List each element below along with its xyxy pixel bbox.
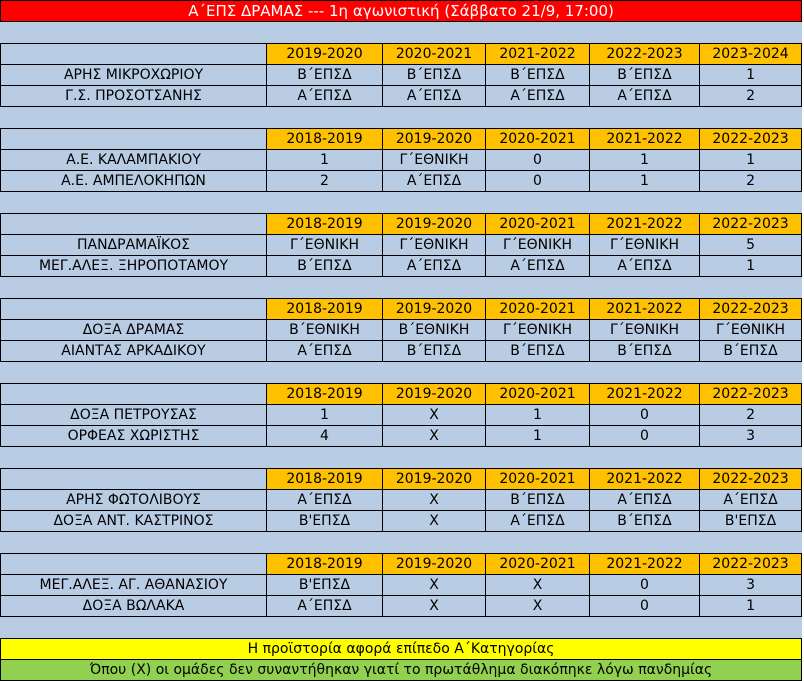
spacer-cell xyxy=(1,277,802,299)
season-header-cell: 2020-2021 xyxy=(383,44,486,65)
season-value: Β΄ΕΠΣΔ xyxy=(383,65,486,86)
season-value: 0 xyxy=(590,575,700,596)
season-header-cell: 2020-2021 xyxy=(486,299,590,320)
season-value: 2 xyxy=(700,86,802,107)
season-value: 0 xyxy=(590,426,700,447)
season-value: Α΄ΕΠΣΔ xyxy=(383,256,486,277)
spacer-row xyxy=(1,617,802,639)
season-value: 2 xyxy=(700,405,802,426)
season-value: Β΄ΕΠΣΔ xyxy=(700,341,802,362)
season-header-cell: 2021-2022 xyxy=(590,384,700,405)
team-row xyxy=(1,86,802,107)
team-row xyxy=(1,65,802,86)
season-header-row xyxy=(1,299,802,320)
header-blank-cell xyxy=(1,129,267,150)
season-value: 1 xyxy=(267,150,383,171)
season-value: 1 xyxy=(486,426,590,447)
header-blank-cell xyxy=(1,44,267,65)
season-value: Β΄ΕΠΣΔ xyxy=(486,490,590,511)
season-header-row xyxy=(1,384,802,405)
season-value: Α΄ΕΠΣΔ xyxy=(267,596,383,617)
season-value: 1 xyxy=(700,150,802,171)
season-header-row xyxy=(1,129,802,150)
season-value: 5 xyxy=(700,235,802,256)
season-header-cell: 2022-2023 xyxy=(700,299,802,320)
spacer-cell xyxy=(1,447,802,469)
season-value: Α΄ΕΠΣΔ xyxy=(486,511,590,532)
season-value: Χ xyxy=(383,426,486,447)
spacer-cell xyxy=(1,192,802,214)
season-value: Γ΄ΕΘΝΙΚΗ xyxy=(700,320,802,341)
team-row xyxy=(1,511,802,532)
season-header-cell: 2022-2023 xyxy=(700,469,802,490)
season-value: Χ xyxy=(383,490,486,511)
team-name: ΔΟΞΑ ΔΡΑΜΑΣ xyxy=(1,320,267,341)
team-row xyxy=(1,256,802,277)
season-value: Γ΄ΕΘΝΙΚΗ xyxy=(383,150,486,171)
season-value: Α΄ΕΠΣΔ xyxy=(486,86,590,107)
season-header-cell: 2020-2021 xyxy=(486,214,590,235)
season-header-cell: 2022-2023 xyxy=(590,44,700,65)
spacer-cell xyxy=(1,617,802,639)
season-value: Γ΄ΕΘΝΙΚΗ xyxy=(590,320,700,341)
season-value: Β'ΕΠΣΔ xyxy=(700,511,802,532)
season-value: Χ xyxy=(383,405,486,426)
season-header-cell: 2021-2022 xyxy=(486,44,590,65)
season-value: Γ΄ΕΘΝΙΚΗ xyxy=(267,235,383,256)
team-name: Γ.Σ. ΠΡΟΣΟΤΣΑΝΗΣ xyxy=(1,86,267,107)
season-value: Γ΄ΕΘΝΙΚΗ xyxy=(590,235,700,256)
history-table-body xyxy=(1,1,802,681)
season-header-cell: 2019-2020 xyxy=(383,384,486,405)
season-header-cell: 2021-2022 xyxy=(590,129,700,150)
season-value: Χ xyxy=(383,596,486,617)
season-header-cell: 2021-2022 xyxy=(590,554,700,575)
team-name: ΔΟΞΑ ΒΩΛΑΚΑ xyxy=(1,596,267,617)
season-header-cell: 2019-2020 xyxy=(383,214,486,235)
season-header-cell: 2020-2021 xyxy=(486,469,590,490)
spacer-cell xyxy=(1,532,802,554)
spacer-cell xyxy=(1,107,802,129)
season-value: 3 xyxy=(700,426,802,447)
season-header-cell: 2018-2019 xyxy=(267,469,383,490)
team-row xyxy=(1,235,802,256)
team-row xyxy=(1,341,802,362)
season-value: Β΄ΕΠΣΔ xyxy=(590,511,700,532)
spacer-row xyxy=(1,532,802,554)
spacer-row xyxy=(1,447,802,469)
team-name: ΟΡΦΕΑΣ ΧΩΡΙΣΤΗΣ xyxy=(1,426,267,447)
season-header-cell: 2020-2021 xyxy=(486,384,590,405)
spacer-row xyxy=(1,22,802,44)
header-blank-cell xyxy=(1,384,267,405)
season-value: Β'ΕΠΣΔ xyxy=(267,575,383,596)
season-value: Α΄ΕΠΣΔ xyxy=(383,171,486,192)
season-value: Β΄ΕΠΣΔ xyxy=(267,65,383,86)
team-row xyxy=(1,171,802,192)
team-row xyxy=(1,405,802,426)
team-row xyxy=(1,426,802,447)
spacer-cell xyxy=(1,22,802,44)
header-blank-cell xyxy=(1,554,267,575)
season-value: 1 xyxy=(700,596,802,617)
season-header-cell: 2022-2023 xyxy=(700,214,802,235)
team-row xyxy=(1,490,802,511)
season-value: 0 xyxy=(590,405,700,426)
header-blank-cell xyxy=(1,469,267,490)
season-value: Α΄ΕΠΣΔ xyxy=(267,490,383,511)
team-name: ΔΟΞΑ ΠΕΤΡΟΥΣΑΣ xyxy=(1,405,267,426)
season-header-row xyxy=(1,214,802,235)
season-value: Α΄ΕΠΣΔ xyxy=(590,86,700,107)
season-value: Γ΄ΕΘΝΙΚΗ xyxy=(383,235,486,256)
spacer-row xyxy=(1,192,802,214)
team-name: ΔΟΞΑ ΑΝΤ. ΚΑΣΤΡΙΝΟΣ xyxy=(1,511,267,532)
season-value: 1 xyxy=(590,171,700,192)
note-row xyxy=(1,639,802,660)
season-header-cell: 2022-2023 xyxy=(700,384,802,405)
spacer-row xyxy=(1,362,802,384)
season-header-cell: 2021-2022 xyxy=(590,299,700,320)
season-value: Α΄ΕΠΣΔ xyxy=(590,256,700,277)
note-row xyxy=(1,660,802,681)
season-value: 1 xyxy=(700,65,802,86)
season-value: Γ΄ΕΘΝΙΚΗ xyxy=(486,235,590,256)
season-value: Χ xyxy=(383,575,486,596)
team-name: ΑΡΗΣ ΜΙΚΡΟΧΩΡΙΟΥ xyxy=(1,65,267,86)
team-row xyxy=(1,320,802,341)
team-name: ΜΕΓ.ΑΛΕΞ. ΑΓ. ΑΘΑΝΑΣΙΟΥ xyxy=(1,575,267,596)
season-header-cell: 2018-2019 xyxy=(267,554,383,575)
season-header-cell: 2019-2020 xyxy=(383,299,486,320)
season-header-cell: 2019-2020 xyxy=(383,469,486,490)
team-name: Α.Ε. ΑΜΠΕΛΟΚΗΠΩΝ xyxy=(1,171,267,192)
season-header-row xyxy=(1,469,802,490)
season-value: 0 xyxy=(486,171,590,192)
season-header-cell: 2019-2020 xyxy=(267,44,383,65)
season-value: 3 xyxy=(700,575,802,596)
season-value: 1 xyxy=(700,256,802,277)
season-value: 0 xyxy=(486,150,590,171)
season-header-cell: 2018-2019 xyxy=(267,299,383,320)
season-header-row xyxy=(1,554,802,575)
season-value: Α΄ΕΠΣΔ xyxy=(267,341,383,362)
header-blank-cell xyxy=(1,299,267,320)
season-header-cell: 2023-2024 xyxy=(700,44,802,65)
season-value: Β'ΕΠΣΔ xyxy=(267,511,383,532)
team-row xyxy=(1,150,802,171)
season-value: Β΄ΕΠΣΔ xyxy=(267,256,383,277)
team-row xyxy=(1,596,802,617)
team-name: Α.Ε. ΚΑΛΑΜΠΑΚΙΟΥ xyxy=(1,150,267,171)
season-value: Β΄ΕΠΣΔ xyxy=(590,341,700,362)
title-row xyxy=(1,1,802,22)
season-header-cell: 2021-2022 xyxy=(590,214,700,235)
season-header-cell: 2020-2021 xyxy=(486,554,590,575)
page-title: Α΄ΕΠΣ ΔΡΑΜΑΣ --- 1η αγωνιστική (Σάββατο 21/9, 17:00) xyxy=(1,1,802,22)
season-header-cell: 2018-2019 xyxy=(267,384,383,405)
season-header-cell: 2020-2021 xyxy=(486,129,590,150)
season-value: Α΄ΕΠΣΔ xyxy=(700,490,802,511)
season-value: 2 xyxy=(267,171,383,192)
season-header-cell: 2018-2019 xyxy=(267,214,383,235)
spacer-cell xyxy=(1,362,802,384)
season-value: Β΄ΕΘΝΙΚΗ xyxy=(383,320,486,341)
season-header-cell: 2018-2019 xyxy=(267,129,383,150)
team-row xyxy=(1,575,802,596)
team-name: ΑΡΗΣ ΦΩΤΟΛΙΒΟΥΣ xyxy=(1,490,267,511)
season-value: 2 xyxy=(700,171,802,192)
spacer-row xyxy=(1,107,802,129)
season-value: 1 xyxy=(267,405,383,426)
season-value: Α΄ΕΠΣΔ xyxy=(486,256,590,277)
season-value: 4 xyxy=(267,426,383,447)
spacer-row xyxy=(1,277,802,299)
season-value: 1 xyxy=(486,405,590,426)
history-note: Η προϊστορία αφορά επίπεδο Α΄Κατηγορίας xyxy=(1,639,802,660)
season-header-cell: 2019-2020 xyxy=(383,554,486,575)
season-header-cell: 2021-2022 xyxy=(590,469,700,490)
season-value: Χ xyxy=(383,511,486,532)
season-value: 0 xyxy=(590,596,700,617)
season-header-row xyxy=(1,44,802,65)
season-value: Β΄ΕΠΣΔ xyxy=(590,65,700,86)
season-value: Α΄ΕΠΣΔ xyxy=(267,86,383,107)
season-header-cell: 2019-2020 xyxy=(383,129,486,150)
season-value: Β΄ΕΘΝΙΚΗ xyxy=(267,320,383,341)
season-value: Γ΄ΕΘΝΙΚΗ xyxy=(486,320,590,341)
season-value: Β΄ΕΠΣΔ xyxy=(383,341,486,362)
season-value: Α΄ΕΠΣΔ xyxy=(590,490,700,511)
season-value: Χ xyxy=(486,596,590,617)
season-value: Β΄ΕΠΣΔ xyxy=(486,65,590,86)
team-name: ΜΕΓ.ΑΛΕΞ. ΞΗΡΟΠΟΤΑΜΟΥ xyxy=(1,256,267,277)
covid-note: Όπου (Χ) οι ομάδες δεν συναντήθηκαν γιατί το πρωτάθλημα διακόπηκε λόγω πανδημίας xyxy=(1,660,802,681)
season-value: 1 xyxy=(590,150,700,171)
team-name: ΑΙΑΝΤΑΣ ΑΡΚΑΔΙΚΟΥ xyxy=(1,341,267,362)
season-header-cell: 2022-2023 xyxy=(700,554,802,575)
team-name: ΠΑΝΔΡΑΜΑΪΚΟΣ xyxy=(1,235,267,256)
season-value: Α΄ΕΠΣΔ xyxy=(383,86,486,107)
season-header-cell: 2022-2023 xyxy=(700,129,802,150)
season-value: Β΄ΕΠΣΔ xyxy=(486,341,590,362)
header-blank-cell xyxy=(1,214,267,235)
season-value: Χ xyxy=(486,575,590,596)
